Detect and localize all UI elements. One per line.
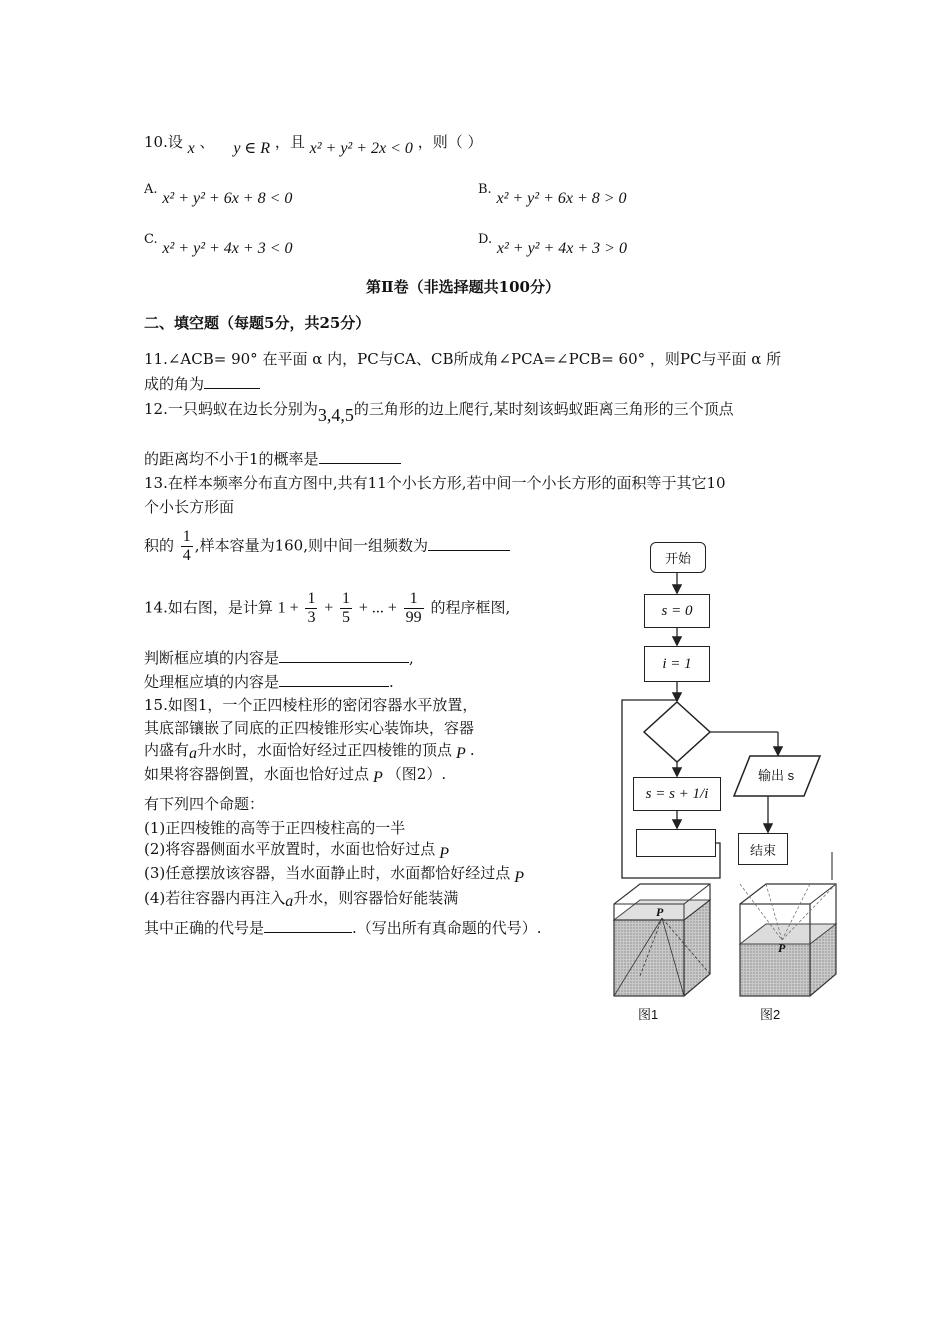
- q15-prop3: (3)任意摆放该容器，当水面静止时，水面都恰好经过点 P: [144, 864, 525, 886]
- figure-2-drawing: [738, 882, 838, 1000]
- flowchart-blank-box: [636, 829, 716, 857]
- q14-line2: 判断框应填的内容是 ,: [144, 649, 414, 667]
- q15-line4: 如果将容器倒置，水面也恰好过点 P （图2）.: [144, 765, 447, 786]
- q13-line2: 个小长方形面: [144, 498, 235, 516]
- figure-1: [612, 882, 718, 1022]
- section-title: 第Ⅱ卷（非选择题共100分）: [366, 278, 560, 296]
- q13-answer-blank[interactable]: [428, 536, 510, 551]
- q14-line3: 处理框应填的内容是 .: [144, 673, 394, 691]
- q14-process-blank[interactable]: [279, 672, 389, 687]
- flowchart-process: s = s + 1/i: [633, 777, 721, 811]
- figure-1-drawing: [612, 882, 718, 1000]
- q10-option-b: B. x² + y² + 6x + 8 > 0: [478, 182, 627, 207]
- flowchart-init-s: s = 0: [644, 594, 710, 628]
- figure-2: [738, 882, 838, 1022]
- q14-decision-blank[interactable]: [279, 648, 409, 663]
- figure-1-point-label: P: [656, 905, 664, 919]
- q15-answer-blank[interactable]: [264, 918, 352, 933]
- q15-prop2: (2)将容器侧面水平放置时，水面也恰好过点 P: [144, 840, 450, 862]
- part2-heading: 二、填空题（每题5分，共25分）: [144, 314, 371, 332]
- q12-line1: 12.一只蚂蚁在边长分别为3,4,5的三角形的边上爬行,某时刻该蚂蚁距离三角形的三个顶点: [144, 400, 734, 425]
- figure-2-caption: 图2: [760, 1007, 781, 1022]
- figure-2-point-label: P: [778, 941, 786, 955]
- flowchart: [600, 530, 840, 890]
- q12-answer-blank[interactable]: [319, 449, 401, 464]
- flowchart-init-i: i = 1: [644, 646, 710, 682]
- q15-prop4: (4)若往容器内再注入a升水，则容器恰好能装满: [144, 889, 459, 910]
- q15-line1: 15.如图1，一个正四棱柱形的密闭容器水平放置，: [144, 696, 478, 714]
- q10-option-d: D. x² + y² + 4x + 3 > 0: [478, 232, 627, 257]
- figure-1-caption: 图1: [638, 1007, 659, 1022]
- q15-final: 其中正确的代号是 .（写出所有真命题的代号）.: [144, 919, 542, 937]
- flowchart-start: 开始: [650, 542, 706, 573]
- q15-line5: 有下列四个命题：: [144, 795, 265, 813]
- q10-stem: 10.设 x 、 y ∈ R ，且 x² + y² + 2x < 0 ，则（ ）: [144, 133, 483, 157]
- fraction-one-quarter: $\frac{1}{4}$: [182, 528, 191, 564]
- q15-line3: 内盛有a升水时，水面恰好经过正四棱锥的顶点 P .: [144, 741, 475, 762]
- q11-answer-blank[interactable]: [204, 374, 260, 389]
- flowchart-output-label: 输出 s: [758, 768, 795, 783]
- q15-line2: 其底部镶嵌了同底的正四棱锥形实心装饰块，容器: [144, 719, 475, 737]
- flowchart-end: 结束: [738, 833, 788, 865]
- decision-diamond: [644, 702, 710, 762]
- q10-option-c: C. x² + y² + 4x + 3 < 0: [144, 232, 293, 257]
- q14-line1: 14.如右图，是计算 1 + $\frac{1}{3}$ + $\frac{1}{5}$ + ... + $\frac{1}{99}$ 的程序框图,: [144, 590, 511, 626]
- q10-option-a: A. x² + y² + 6x + 8 < 0: [144, 182, 293, 207]
- q13-line3: 积的 $\frac{1}{4}$ ,样本容量为160,则中间一组频数为: [144, 528, 510, 565]
- q12-line2: 的距离均不小于1的概率是: [144, 449, 401, 468]
- q15-prop1: (1)正四棱锥的高等于正四棱柱高的一半: [144, 819, 406, 837]
- q13-line1: 13.在样本频率分布直方图中,共有11个小长方形,若中间一个小长方形的面积等于其它10: [144, 474, 726, 492]
- q11-line2: 成的角为: [144, 374, 260, 393]
- q11-line1: 11.∠ACB= 90° 在平面 α 内，PC与CA、CB所成角∠PCA=∠PCB= 60° ，则PC与平面 α 所: [144, 350, 782, 368]
